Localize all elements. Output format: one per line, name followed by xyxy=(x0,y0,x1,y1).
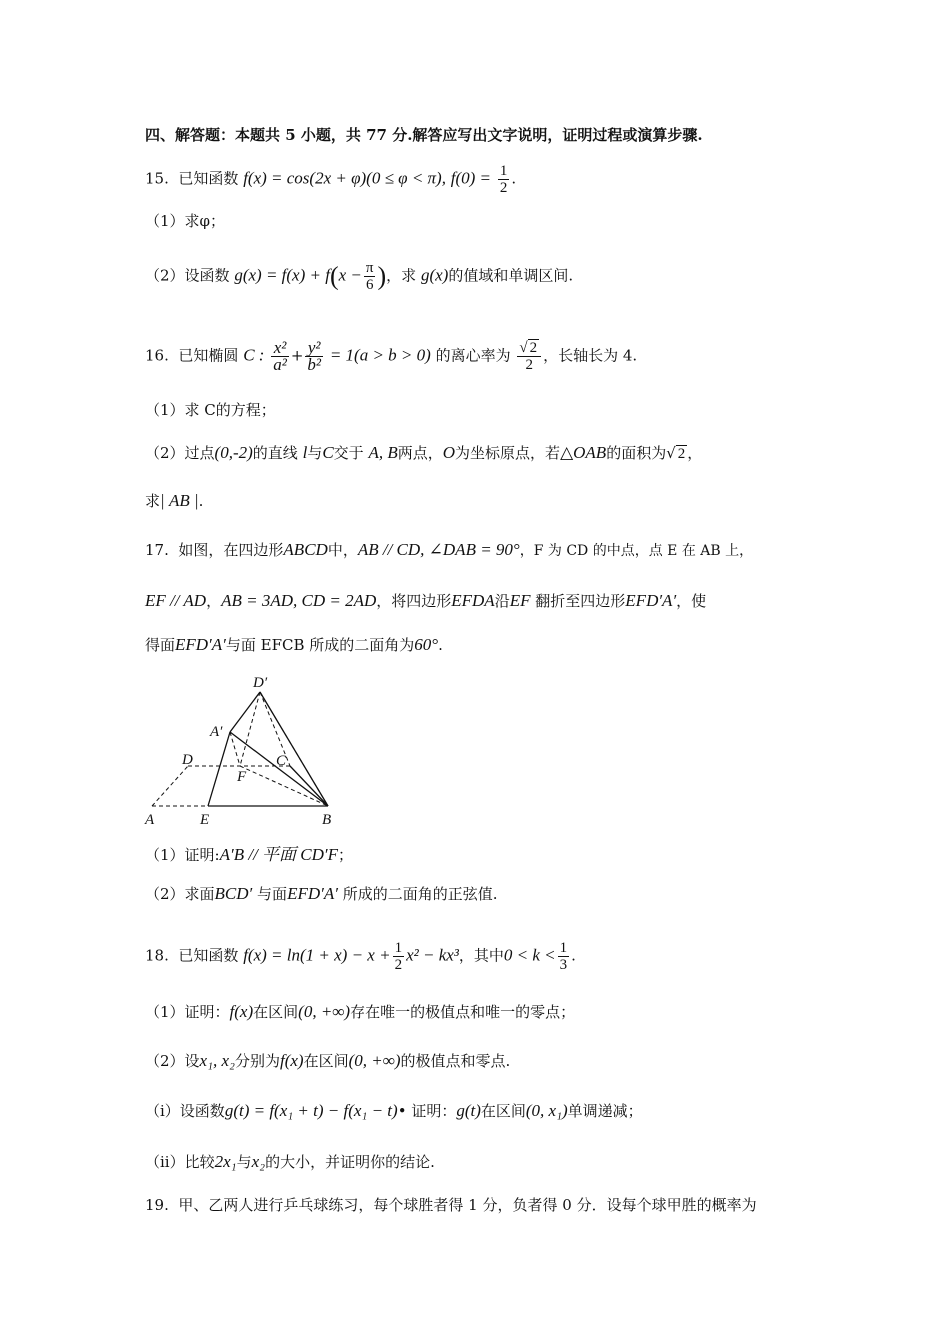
q16-part2-cont: 求| AB |. xyxy=(145,491,204,510)
edge-A1F xyxy=(230,732,240,766)
label-A: A xyxy=(145,812,155,828)
q18-part1: （1）证明：f(x)在区间(0, +∞)存在唯一的极值点和唯一的零点； xyxy=(145,1002,576,1021)
edge-A1D1 xyxy=(230,692,260,732)
q15-f0: f(0) = xyxy=(450,168,492,188)
label-E: E xyxy=(200,812,210,828)
label-D: D xyxy=(182,752,193,768)
q17-line1: 17. 如图，在四边形ABCD中，AB // CD, ∠DAB = 90°，F 为 CD 的中点，点 E 在 AB 上， xyxy=(145,540,754,559)
q17-part2: （2）求面BCD′ 与面EFD′A′ 所成的二面角的正弦值. xyxy=(145,884,498,903)
q15-stem: 15. 已知函数 f(x) = cos(2x + φ)(0 ≤ φ < π), f(0) = $\frac{1}{2}$ . xyxy=(145,163,517,196)
q16-part1: （1）求 C的方程； xyxy=(145,401,276,419)
q15-fraction: $\frac{1}{2}$ xyxy=(499,163,508,196)
q18-part2: （2）设x₁, x₂分别为f(x)在区间(0, +∞)的极值点和零点. xyxy=(145,1051,511,1070)
label-A1: A′ xyxy=(210,724,223,740)
label-C: C xyxy=(276,753,287,769)
q15-text: 已知函数 xyxy=(178,169,239,188)
q18-part2-ii: （ii）比较2x₁与x₂的大小，并证明你的结论. xyxy=(145,1152,435,1171)
edge-D1B xyxy=(260,692,328,806)
edge-AD xyxy=(152,766,188,806)
edge-D1F xyxy=(240,692,260,766)
q16-stem: 16. 已知椭圆 C : $\frac{\text{x²}}{\text{a²}}$ + $\frac{\text{y²}}{\text{b²}}$ = 1(a > b > 0) 的离心率为 $\frac{√ 2}{2}$ ，长轴长为 4. xyxy=(145,338,638,374)
edge-A1E xyxy=(208,732,230,806)
q17-part1: （1）证明:A′B // 平面 CD′F； xyxy=(145,845,354,864)
q17-line3: 得面EFD′A′与面 EFCB 所成的二面角为60°. xyxy=(145,635,443,654)
q18-stem: 18. 已知函数 f(x) = ln(1 + x) − x + $\frac{1}{2}$ x² − kx³，其中0 < k < $\frac{1}{3}$ . xyxy=(145,940,576,973)
q15-number: 15. xyxy=(145,169,169,188)
q19-stem: 19. 甲、乙两人进行乒乓球练习，每个球胜者得 1 分，负者得 0 分．设每个球甲胜的概率为 xyxy=(145,1196,757,1214)
q16-part2: （2）过点(0,-2)的直线 l与C交于 A, B两点，O为坐标原点，若△OAB的面积为√ 2 ， xyxy=(145,443,703,462)
label-F: F xyxy=(237,769,247,785)
q18-part2-i: （i）设函数g(t) = f(x₁ + t) − f(x₁ − t)• 证明：g(t)在区间(0, x₁)单调递减； xyxy=(145,1101,643,1120)
label-B: B xyxy=(322,812,332,828)
label-D1: D′ xyxy=(253,675,268,691)
q15-part2: （2）设函数 g(x) = f(x) + f(x − $\frac{\pi}{6}$ )，求 g(x)的值域和单调区间. xyxy=(145,260,574,293)
q17-line2: EF // AD，AB = 3AD, CD = 2AD，将四边形EFDA沿EF 翻折至四边形EFD′A′，使 xyxy=(145,591,707,610)
q15-part1: （1）求φ； xyxy=(145,212,226,230)
edge-CB xyxy=(290,766,328,806)
q17-figure xyxy=(140,670,360,830)
q15-function: f(x) = cos(2x + φ)(0 ≤ φ < π), xyxy=(243,168,446,188)
section-title: 四、解答题：本题共 5 小题，共 77 分.解答应写出文字说明，证明过程或演算步骤. xyxy=(145,126,703,144)
